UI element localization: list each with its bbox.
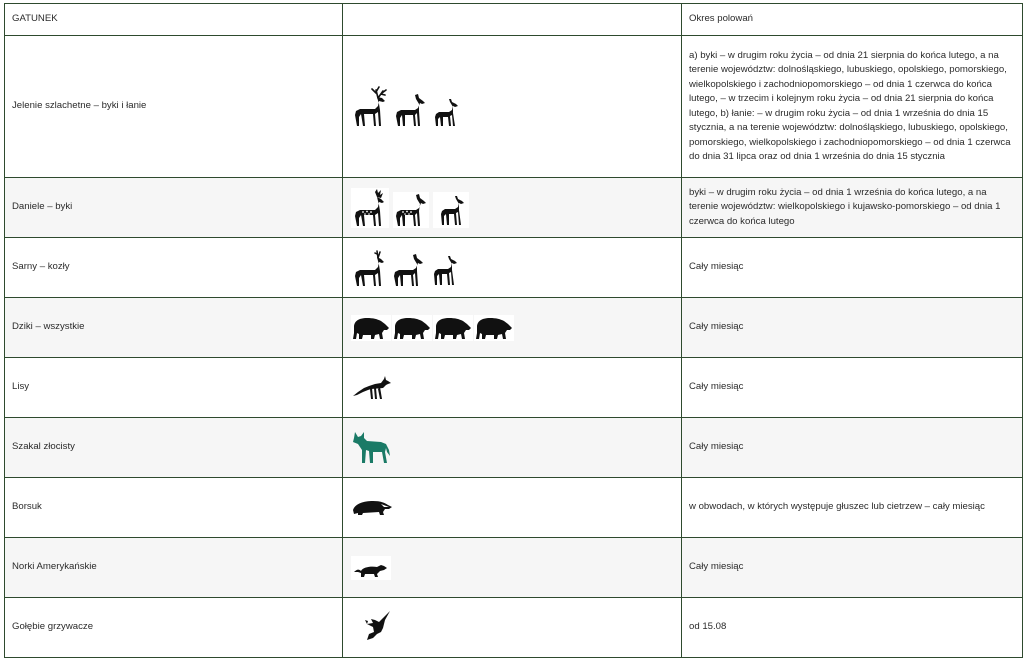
hunting-season-table [4, 3, 1023, 658]
species-name: Daniele – byki [5, 178, 343, 238]
species-name: Gołębie grzywacze [5, 598, 343, 658]
table-row [5, 238, 1023, 298]
species-name: Borsuk [5, 478, 343, 538]
fallow-deer-doe-icon [393, 192, 429, 228]
roe-fawn-icon [429, 252, 459, 288]
table-row [5, 538, 1023, 598]
golden-jackal-icon [351, 430, 393, 466]
table-row [5, 358, 1023, 418]
species-name: Jelenie szlachetne – byki i łanie [5, 36, 343, 178]
header-period: Okres polowań [682, 4, 1023, 36]
badger-icon [351, 498, 393, 518]
table-row [5, 418, 1023, 478]
table-row [5, 298, 1023, 358]
wild-boar-icon [433, 315, 473, 341]
species-name: Lisy [5, 358, 343, 418]
wild-boar-icon [351, 315, 391, 341]
species-icons [350, 556, 674, 580]
hunting-period: Cały miesiąc [682, 418, 1023, 478]
table-header-row [5, 4, 1023, 36]
species-icons [350, 430, 674, 466]
table-row [5, 598, 1023, 658]
red-deer-hind-icon [393, 92, 427, 128]
hunting-period: byki – w drugim roku życia – od dnia 1 września do końca lutego, a na terenie województw: wielkopolskiego i kujawsko-pomorskiego – od dnia 1 czerwca do końca lutego [682, 178, 1023, 238]
fallow-deer-fawn-icon [433, 192, 469, 228]
wild-boar-icon [392, 315, 432, 341]
table-row [5, 36, 1023, 178]
hunting-period: w obwodach, w których występuje głuszec lub cietrzew – cały miesiąc [682, 478, 1023, 538]
species-icons [350, 498, 674, 518]
roe-buck-icon [351, 248, 387, 288]
red-deer-stag-icon [351, 86, 389, 128]
hunting-period: Cały miesiąc [682, 238, 1023, 298]
hunting-period: a) byki – w drugim roku życia – od dnia 21 sierpnia do końca lutego, a na terenie województw: dolnośląskiego, lubuskiego, opolskiego, pomorskiego, wielkopolskiego i zachodniopomorskiego – od dnia 1 czerwca do końca lutego, – w trzecim i kolejnym roku życia – od dnia 21 sierpnia do końca lutego, b) łanie: – w drugim roku życia – od dnia 1 września do dnia 15 stycznia, a na terenie województw: dolnośląskiego, lubuskiego, opolskiego, pomorskiego, wielkopolskiego i zachodniopomorskiego – od dnia 1 czerwca do dnia 31 lipca oraz od dnia 1 września do dnia 15 stycznia [682, 36, 1023, 178]
hunting-period: od 15.08 [682, 598, 1023, 658]
roe-doe-icon [391, 252, 425, 288]
species-icons [350, 188, 674, 228]
species-icons [350, 610, 674, 646]
species-icons [350, 315, 674, 341]
wild-boar-icon [474, 315, 514, 341]
american-mink-icon [353, 562, 389, 580]
species-name: Dziki – wszystkie [5, 298, 343, 358]
table-row [5, 478, 1023, 538]
species-name: Szakal złocisty [5, 418, 343, 478]
species-icons [350, 375, 674, 401]
table-row [5, 178, 1023, 238]
fox-icon [351, 375, 393, 401]
species-name: Sarny – kozły [5, 238, 343, 298]
red-deer-calf-icon [431, 96, 459, 128]
species-icons [350, 248, 674, 288]
hunting-period: Cały miesiąc [682, 358, 1023, 418]
hunting-period: Cały miesiąc [682, 538, 1023, 598]
species-icons [350, 86, 674, 128]
header-icons [343, 4, 682, 36]
species-name: Norki Amerykańskie [5, 538, 343, 598]
header-species: GATUNEK [5, 4, 343, 36]
hunting-period: Cały miesiąc [682, 298, 1023, 358]
fallow-deer-buck-icon [351, 188, 389, 228]
wood-pigeon-icon [363, 610, 393, 646]
